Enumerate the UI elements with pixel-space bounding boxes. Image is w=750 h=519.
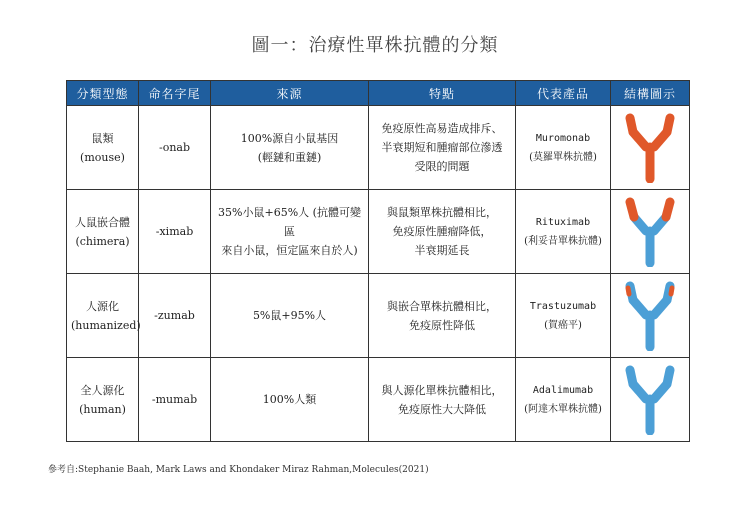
antibody-classification-table [66,80,690,442]
product-cell: Muromonab (莫羅單株抗體) [516,106,611,190]
header-suffix: 命名字尾 [139,81,211,106]
structure-cell [611,190,690,274]
suffix-cell: -zumab [139,274,211,358]
table-row [67,190,690,274]
structure-cell [611,274,690,358]
product-cell: Adalimumab (阿達木單株抗體) [516,358,611,442]
features-cell: 與人源化單株抗體相比， 免疫原性大大降低 [369,358,516,442]
header-source: 來源 [211,81,369,106]
source-cell: 100%源自小鼠基因 (輕鏈和重鏈) [211,106,369,190]
antibody-humanized-icon [622,281,678,351]
structure-cell [611,106,690,190]
type-cell: 鼠類 (mouse) [67,106,139,190]
figure-title: 圖一：治療性單株抗體的分類 [251,35,499,56]
product-cell: Trastuzumab (賀癌平) [516,274,611,358]
header-structure: 結構圖示 [611,81,690,106]
type-cell: 人鼠嵌合體 (chimera) [67,190,139,274]
header-features: 特點 [369,81,516,106]
suffix-cell: -ximab [139,190,211,274]
table-row [67,106,690,190]
source-cell: 35%小鼠+65%人 (抗體可變區 來自小鼠，恒定區來自於人) [211,190,369,274]
features-cell: 免疫原性高易造成排斥、 半衰期短和腫瘤部位滲透 受限的問題 [369,106,516,190]
table-row [67,358,690,442]
product-cell: Rituximab (利妥昔單株抗體) [516,190,611,274]
features-cell: 與嵌合單株抗體相比， 免疫原性降低 [369,274,516,358]
header-type: 分類型態 [67,81,139,106]
antibody-mouse-icon [622,113,678,183]
structure-cell [611,358,690,442]
antibody-human-icon [622,365,678,435]
source-cell: 5%鼠+95%人 [211,274,369,358]
type-cell: 人源化 (humanized) [67,274,139,358]
features-cell: 與鼠類單株抗體相比， 免疫原性腫瘤降低， 半衰期延長 [369,190,516,274]
reference-note: 參考自:Stephanie Baah, Mark Laws and Khondaker Miraz Rahman,Molecules(2021) [48,465,429,475]
table-row [67,274,690,358]
antibody-chimera-icon [622,197,678,267]
suffix-cell: -onab [139,106,211,190]
source-cell: 100%人類 [211,358,369,442]
table-header-row [67,81,690,106]
suffix-cell: -mumab [139,358,211,442]
header-product: 代表產品 [516,81,611,106]
type-cell: 全人源化 (human) [67,358,139,442]
